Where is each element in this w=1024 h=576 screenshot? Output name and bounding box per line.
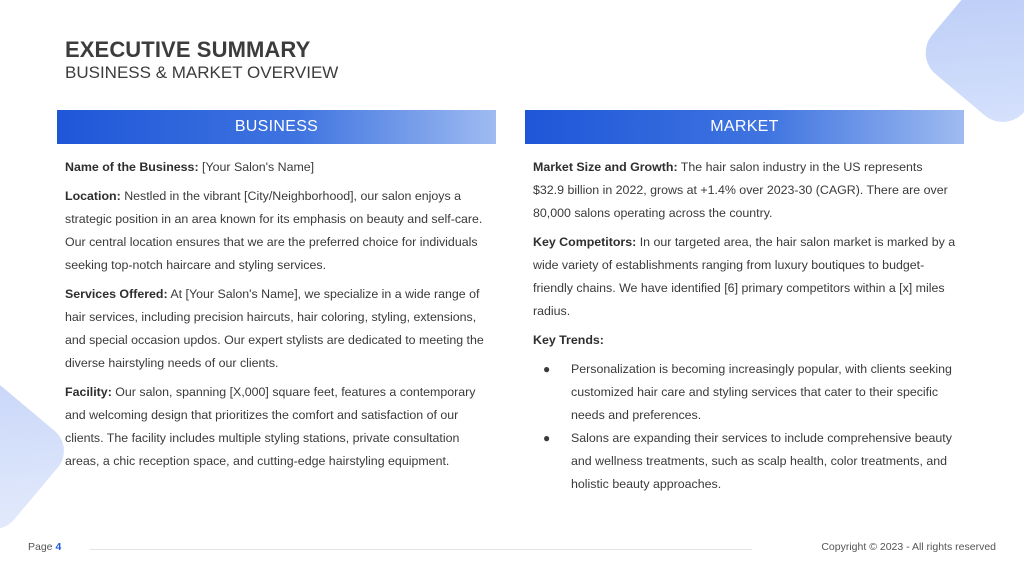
page-subtitle: BUSINESS & MARKET OVERVIEW <box>65 63 339 82</box>
competitors-paragraph <box>533 231 956 323</box>
facility-text: Our salon, spanning [X,000] square feet, features a contemporary and welcoming design that prioritizes the comfort and satisfaction of our clients. The facility includes multiple styling stations, private consultation areas, a chic reception space, and cutting-edge hairstyling equipment. <box>65 385 476 468</box>
market-size-paragraph <box>533 156 956 225</box>
facility-label: Facility: <box>65 385 112 399</box>
competitors-label: Key Competitors: <box>533 235 637 249</box>
market-column <box>525 110 964 496</box>
bullet-icon: ● <box>543 362 551 376</box>
page-number: 4 <box>55 541 62 553</box>
copyright-text: Copyright © 2023 - All rights reserved <box>821 541 996 553</box>
trends-list <box>533 358 956 496</box>
location-text: Nestled in the vibrant [City/Neighborhood], our salon enjoys a strategic position in an area known for its emphasis on beauty and self-care. Our central location ensures that we are the preferred choice for individuals seeking top-notch haircare and styling services. <box>65 189 483 272</box>
competitors-text: In our targeted area, the hair salon market is marked by a wide variety of establishments ranging from luxury boutiques to budget-friendly chains. We have identified [6] primary competitors within a [x] miles radius. <box>533 235 956 318</box>
list-item <box>533 427 956 496</box>
market-header: MARKET <box>525 110 964 144</box>
services-text: At [Your Salon's Name], we specialize in a wide range of hair services, including precision haircuts, hair coloring, styling, extensions, and special occasion updos. Our expert stylists are dedicated to meeting the diverse hairstyling needs of our clients. <box>65 287 484 370</box>
footer-divider <box>90 549 752 550</box>
page-indicator <box>28 541 61 553</box>
trend-text: Salons are expanding their services to include comprehensive beauty and wellness treatments, such as scalp health, color treatments, and holistic beauty approaches. <box>571 431 952 491</box>
trend-text: Personalization is becoming increasingly popular, with clients seeking customized hair care and styling services that cater to their specific needs and preferences. <box>571 362 952 422</box>
location-label: Location: <box>65 189 121 203</box>
page-label: Page <box>28 541 53 553</box>
trends-label: Key Trends: <box>533 333 604 347</box>
business-name-value: [Your Salon's Name] <box>198 160 315 174</box>
market-size-text: The hair salon industry in the US represents $32.9 billion in 2022, grows at +1.4% over 2023-30 (CAGR). There are over 80,000 salons operating across the country. <box>533 160 948 220</box>
business-name-label: Name of the Business: <box>65 160 199 174</box>
list-item <box>533 358 956 427</box>
services-label: Services Offered: <box>65 287 168 301</box>
market-size-label: Market Size and Growth: <box>533 160 678 174</box>
market-body <box>525 144 964 496</box>
bullet-icon: ● <box>543 431 551 445</box>
trends-heading <box>533 329 956 352</box>
services-paragraph <box>65 283 488 375</box>
business-column <box>57 110 496 479</box>
location-paragraph <box>65 185 488 277</box>
business-name-paragraph <box>65 156 488 179</box>
facility-paragraph <box>65 381 488 473</box>
page-title: EXECUTIVE SUMMARY <box>65 37 311 62</box>
business-header: BUSINESS <box>57 110 496 144</box>
business-body <box>57 144 496 473</box>
